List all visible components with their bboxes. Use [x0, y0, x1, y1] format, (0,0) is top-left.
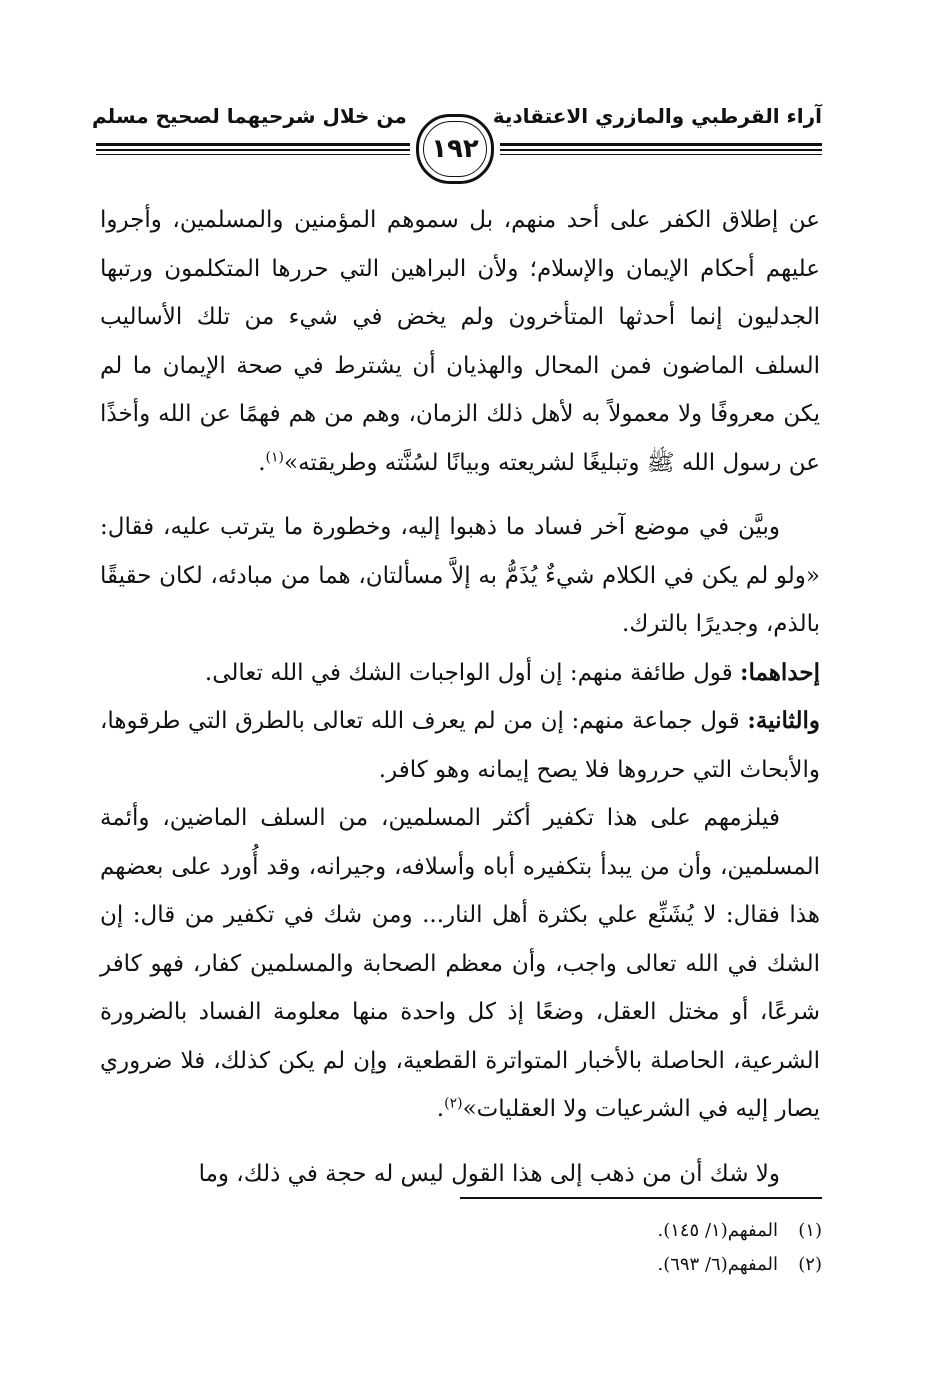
footnote-number: (١) [798, 1220, 822, 1241]
paragraph-3 [100, 649, 820, 698]
first-point-text: قول طائفة منهم: إن أول الواجبات الشك في الله تعالى. [204, 659, 740, 686]
footnote-item [460, 1248, 822, 1282]
paragraph-6: ولا شك أن من ذهب إلى هذا القول ليس له حجة في ذلك، وما [198, 1160, 780, 1187]
paragraph-5-text: فيلزمهم على هذا تكفير أكثر المسلمين، من السلف الماضين، وأئمة المسلمين، وأن من يبدأ بتكفيره أباه وأسلافه، وجيرانه، وقد أُورد على بعضهم هذا فقال: لا يُشَنِّع علي بكثرة أهل النار... ومن شك في تكفير من قال: إن الشك في الله تعالى واجب، وأن معظم الصحابة والمسلمين كفار، فهو كافر شرعًا، أو مختل العقل، وضعًا إذ كل واحدة منها معلومة الفساد بالضرورة الشرعية، الحاصلة بالأخبار المتواترة القطعية، وإن لم يكن كذلك، فلا ضروري يصار إليه في الشرعيات ولا العقليات» [100, 805, 820, 1122]
book-title: آراء القرطبي والمازري الاعتقادية [492, 104, 822, 128]
footnote-divider [460, 1197, 822, 1199]
page-number: ١٩٢ [431, 134, 479, 164]
footnote-number: (٢) [798, 1254, 822, 1275]
paragraph-1-text: عن إطلاق الكفر على أحد منهم، بل سموهم المؤمنين والمسلمين، وأجروا عليهم أحكام الإيمان والإسلام؛ ولأن البراهين التي حررها المتكلمون ورتبها الجدليون إنما أحدثها المتأخرون ولم يخض في شيء من تلك الأساليب السلف الماضون فمن المحال والهذيان أن يشترط في صحة الإيمان ما لم يكن معروفًا ولا معمولاً به لأهل ذلك الزمان، وهم من هم فهمًا عن الله وأخذًا عن رسول الله ﷺ وتبليغًا لشريعته وبيانًا لسُنَّته وطريقته» [100, 207, 820, 476]
header-rule-right [500, 143, 822, 157]
footnote-text: المفهم(١/ ١٤٥). [657, 1220, 778, 1241]
footnote-ref-2[interactable]: (٢) [444, 1095, 463, 1112]
second-point-text: قول جماعة منهم: إن من لم يعرف الله تعالى بالطرق التي طرقوها، والأبحاث التي حرروها فلا يصح إيمانه وهو كافر. [100, 708, 820, 783]
paragraph-4 [100, 697, 820, 794]
footnotes [460, 1214, 822, 1282]
paragraph-2: وبيَّن في موضع آخر فساد ما ذهبوا إليه، وخطورة ما يترتب عليه، فقال: «ولو لم يكن في الكلام شيءٌ يُذَمُّ به إلاَّ مسألتان، هما من مبادئه، لكان حقيقًا بالذم، وجديرًا بالترك. [100, 514, 820, 637]
footnote-text: المفهم(٦/ ٦٩٣). [657, 1254, 778, 1275]
paragraph-5-end: . [436, 1096, 445, 1122]
header-rule-left [96, 143, 410, 157]
page-number-badge [416, 114, 494, 184]
paragraph-5 [100, 794, 820, 1134]
main-text [100, 196, 820, 1198]
book-subtitle: من خلال شرحيهما لصحيح مسلم [92, 104, 407, 128]
first-point-label: إحداهما: [740, 658, 820, 686]
footnote-item [460, 1214, 822, 1248]
paragraph-1-end: . [258, 449, 266, 476]
second-point-label: والثانية: [747, 707, 820, 734]
paragraph-1 [100, 196, 820, 487]
footnote-ref-1[interactable]: (١) [265, 448, 284, 465]
